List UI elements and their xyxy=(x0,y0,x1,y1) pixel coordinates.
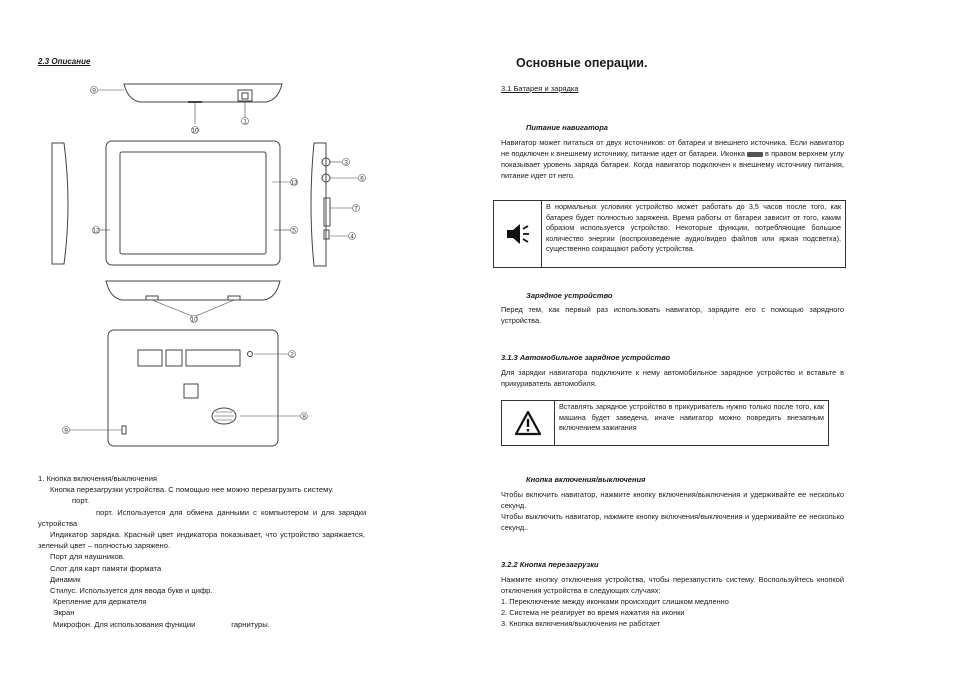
device-front-view xyxy=(106,141,280,265)
warning-box xyxy=(501,400,829,446)
list-item: устройства xyxy=(38,518,78,528)
list-item: Динамик xyxy=(50,574,81,584)
battery-subheading: 3.1 Батарея и зарядка xyxy=(501,84,579,93)
list-item: Стилус. Используется для ввода букв и цифр. xyxy=(50,586,213,596)
device-left-side xyxy=(52,143,68,264)
section-title: 2.3 Описание xyxy=(38,57,91,66)
list-item: 1. Переключение между иконками происходит слишком медленно xyxy=(501,597,729,606)
car-charger-paragraph: Для зарядки навигатора подключите к нему автомобильное зарядное устройство и вставьте в прикуриватель автомобиля. xyxy=(501,368,844,388)
list-item: Слот для карт памяти формата xyxy=(50,563,162,573)
onoff-heading: Кнопка включения/выключения xyxy=(526,475,646,484)
list-item: порт. xyxy=(72,496,90,506)
device-back-view xyxy=(108,330,278,446)
device-bottom-view xyxy=(106,281,280,300)
callout-label-3: 3 xyxy=(344,159,348,167)
callout-label-8: 8 xyxy=(302,413,306,421)
reset-paragraph xyxy=(501,574,844,629)
charger-paragraph: Перед тем, как первый раз использовать навигатор, зарядите его с помощью зарядного устройства. xyxy=(501,305,844,325)
device-screen xyxy=(120,152,266,254)
reset-heading: 3.2.2 Кнопка перезагрузки xyxy=(501,560,599,569)
list-item: Индикатор зарядка. Красный цвет индикатора показывает, что устройство заряжается, xyxy=(50,530,365,540)
car-charger-heading: 3.1.3 Автомобильное зарядное устройство xyxy=(501,353,671,362)
description-list xyxy=(38,473,456,630)
callout-label-13: 13 xyxy=(290,179,298,187)
callout-label-9b: 9 xyxy=(64,427,68,435)
callout-label-12: 12 xyxy=(92,227,100,235)
onoff-paragraph xyxy=(501,489,844,533)
list-item: 2. Система не реагирует во время нажатия на иконки xyxy=(501,608,685,617)
power-paragraph xyxy=(501,137,844,181)
warning-icon xyxy=(502,401,555,445)
power-text-2: в правом верхнем углу показывает уровень заряда батареи. Когда навигатор подключен к внешнему источнику питания, питание идет от него. xyxy=(501,149,844,180)
callout-label-6: 6 xyxy=(360,175,364,183)
callout-label-2: 2 xyxy=(290,351,294,359)
right-page xyxy=(477,0,954,688)
list-item: Кнопка перезагрузки устройства. С помощью нее можно перезагрузить систему. xyxy=(50,485,334,495)
callout-label-4: 4 xyxy=(350,233,354,241)
page-title: Основные операции. xyxy=(516,56,648,70)
warning-text: Вставлять зарядное устройство в прикуриватель нужно только после того, как машина будет заведена, иначе навигатор можно повредить внезапным включением зажигания xyxy=(559,402,824,433)
list-item: Крепление для держателя xyxy=(53,597,147,607)
device-diagram xyxy=(40,78,380,458)
callout-label-10: 10 xyxy=(191,127,199,135)
callout-label-1: 1 xyxy=(243,118,247,126)
callout-label-9: 9 xyxy=(92,87,96,95)
list-item: 3. Кнопка включения/выключения не работает xyxy=(501,619,661,628)
list-item: Порт для наушников. xyxy=(50,552,125,562)
charger-heading: Зарядное устройство xyxy=(526,291,613,300)
list-item: Микрофон. Для использования функции гарнитуры. xyxy=(53,619,270,629)
onoff-text-1: Чтобы включить навигатор, нажмите кнопку включения/выключения и удерживайте ее несколько секунд. xyxy=(501,490,844,510)
battery-icon xyxy=(747,152,763,157)
note-text: В нормальных условиях устройство может работать до 3,5 часов после того, как батарея будет полностью заряжена. Время работы от батареи зависит от того, каким образом используется устройство. Некоторые функции, потребляющие большое количество энергии (воспроизведение аудио/видео файлов или яркая подсветка), существенно сокращают работу устройства. xyxy=(546,202,841,254)
speaker-icon xyxy=(494,201,542,267)
list-item: 1. Кнопка включения/выключения xyxy=(38,474,158,483)
list-item: Экран xyxy=(53,608,75,618)
list-item: порт. Используется для обмена данными с компьютером и для зарядки xyxy=(96,507,367,517)
note-box xyxy=(493,200,846,268)
list-item: зеленый цвет – полностью заряжено. xyxy=(38,541,171,551)
callout-label-7: 7 xyxy=(354,205,358,213)
device-top-view xyxy=(124,84,282,102)
callout-label-5: 5 xyxy=(292,227,296,235)
onoff-text-2: Чтобы выключить навигатор, нажмите кнопку включения/выключения и удерживайте ее несколько секунд.. xyxy=(501,512,844,532)
power-text-1: Навигатор может питаться от двух источников: от батареи и внешнего источника. Если навигатор не подключен к внешнему источнику, питание идет от батареи. Иконка xyxy=(501,138,844,158)
reset-text: Нажмите кнопку отключения устройства, чтобы перезапустить систему. Воспользуйтесь кнопкой отключения устройства в следующих случаях: xyxy=(501,575,844,595)
callout-label-10b: 10 xyxy=(190,316,198,324)
power-heading: Питание навигатора xyxy=(526,123,608,132)
